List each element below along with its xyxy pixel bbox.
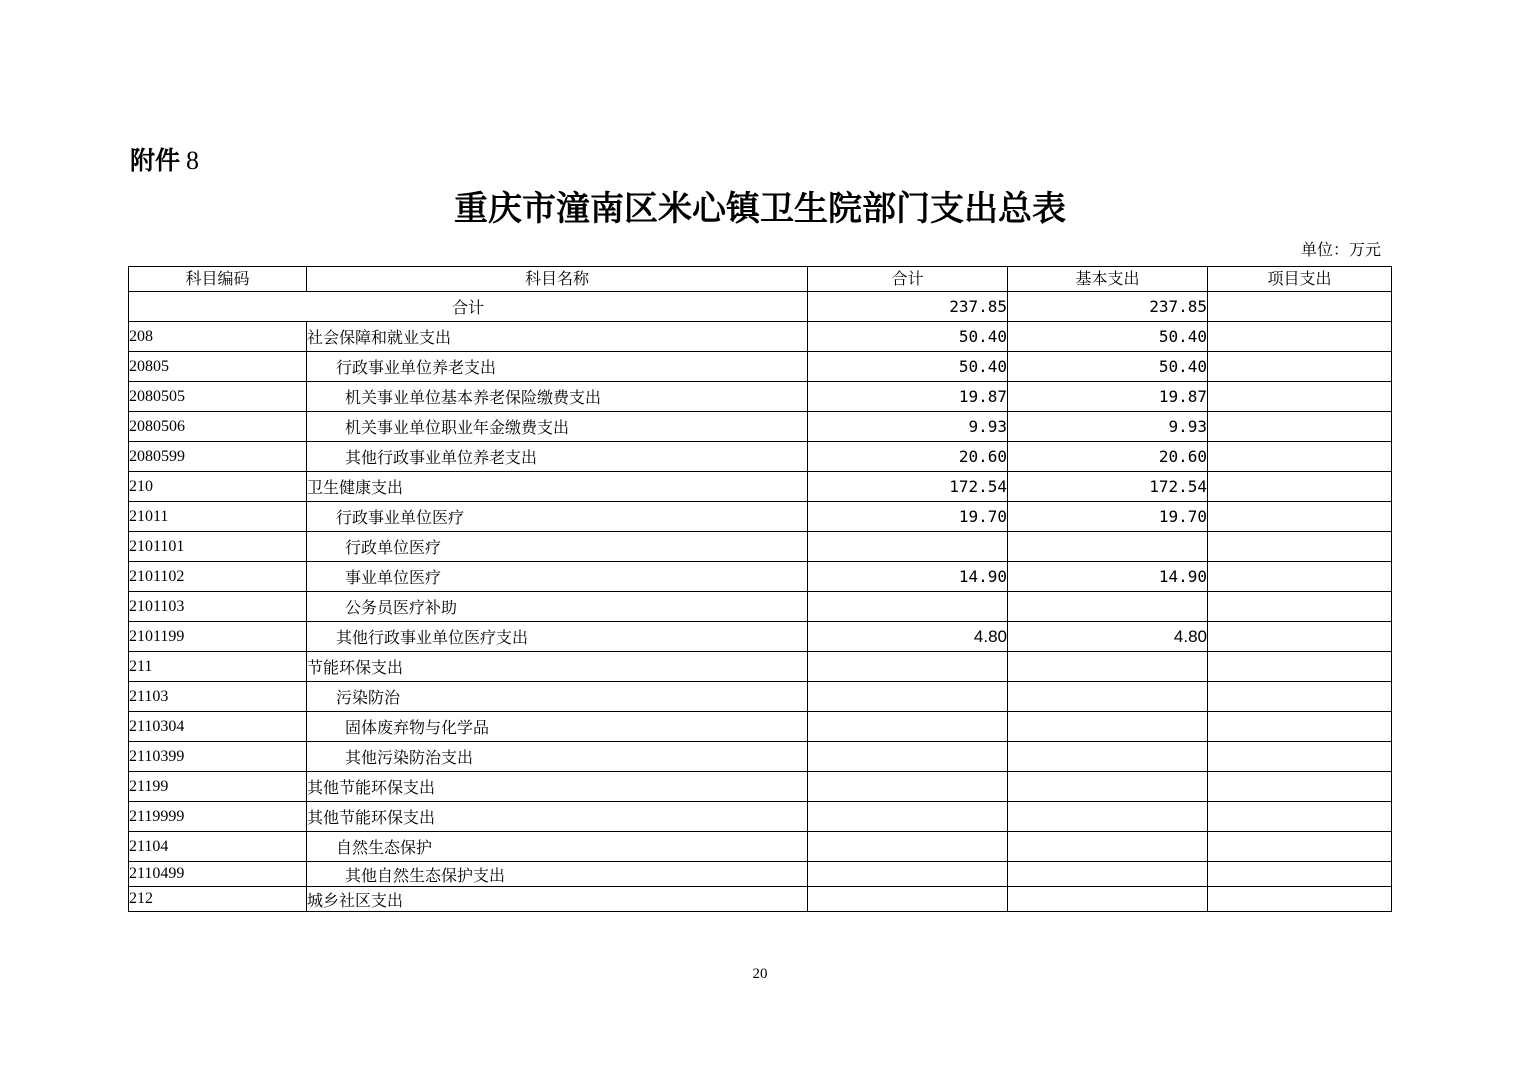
row-total bbox=[808, 682, 1008, 712]
row-code: 2110304 bbox=[129, 712, 307, 742]
row-name: 其他自然生态保护支出 bbox=[307, 862, 808, 887]
row-total: 50.40 bbox=[808, 322, 1008, 352]
row-name: 节能环保支出 bbox=[307, 652, 808, 682]
row-basic bbox=[1008, 772, 1208, 802]
table-row bbox=[129, 562, 1392, 592]
attachment-number: 8 bbox=[186, 146, 200, 175]
row-basic: 50.40 bbox=[1008, 352, 1208, 382]
row-total bbox=[808, 832, 1008, 862]
row-total bbox=[808, 532, 1008, 562]
table-row bbox=[129, 622, 1392, 652]
expenditure-table bbox=[128, 266, 1392, 912]
row-name: 污染防治 bbox=[307, 682, 808, 712]
row-total bbox=[808, 592, 1008, 622]
row-basic bbox=[1008, 652, 1208, 682]
total-row-total: 237.85 bbox=[808, 292, 1008, 322]
row-project bbox=[1208, 472, 1392, 502]
row-project bbox=[1208, 862, 1392, 887]
row-project bbox=[1208, 652, 1392, 682]
row-name: 行政事业单位医疗 bbox=[307, 502, 808, 532]
row-basic bbox=[1008, 712, 1208, 742]
row-basic bbox=[1008, 682, 1208, 712]
row-name: 事业单位医疗 bbox=[307, 562, 808, 592]
row-project bbox=[1208, 442, 1392, 472]
row-basic: 9.93 bbox=[1008, 412, 1208, 442]
row-total: 50.40 bbox=[808, 352, 1008, 382]
header-total: 合计 bbox=[808, 267, 1008, 292]
row-name: 公务员医疗补助 bbox=[307, 592, 808, 622]
row-total bbox=[808, 862, 1008, 887]
total-row-project bbox=[1208, 292, 1392, 322]
row-name: 行政单位医疗 bbox=[307, 532, 808, 562]
table-row bbox=[129, 742, 1392, 772]
row-basic: 172.54 bbox=[1008, 472, 1208, 502]
table-row bbox=[129, 532, 1392, 562]
row-name: 社会保障和就业支出 bbox=[307, 322, 808, 352]
row-total bbox=[808, 887, 1008, 912]
row-code: 210 bbox=[129, 472, 307, 502]
row-project bbox=[1208, 742, 1392, 772]
row-name: 机关事业单位基本养老保险缴费支出 bbox=[307, 382, 808, 412]
row-project bbox=[1208, 772, 1392, 802]
unit-label: 单位：万元 bbox=[1300, 240, 1381, 259]
row-project bbox=[1208, 562, 1392, 592]
row-code: 2119999 bbox=[129, 802, 307, 832]
row-total: 9.93 bbox=[808, 412, 1008, 442]
row-code: 2101102 bbox=[129, 562, 307, 592]
row-name: 行政事业单位养老支出 bbox=[307, 352, 808, 382]
row-code: 21011 bbox=[129, 502, 307, 532]
row-code: 20805 bbox=[129, 352, 307, 382]
header-code: 科目编码 bbox=[129, 267, 307, 292]
row-name: 城乡社区支出 bbox=[307, 887, 808, 912]
row-name: 其他节能环保支出 bbox=[307, 772, 808, 802]
row-code: 2080506 bbox=[129, 412, 307, 442]
row-project bbox=[1208, 382, 1392, 412]
table-row bbox=[129, 502, 1392, 532]
row-code: 2101199 bbox=[129, 622, 307, 652]
attachment-text: 附件 bbox=[130, 146, 181, 175]
header-basic: 基本支出 bbox=[1008, 267, 1208, 292]
row-basic bbox=[1008, 742, 1208, 772]
attachment-label bbox=[130, 145, 199, 177]
row-project bbox=[1208, 352, 1392, 382]
document-title: 重庆市潼南区米心镇卫生院部门支出总表 bbox=[454, 189, 1066, 229]
row-total bbox=[808, 772, 1008, 802]
table-body bbox=[129, 292, 1392, 912]
row-basic bbox=[1008, 532, 1208, 562]
row-project bbox=[1208, 532, 1392, 562]
row-total bbox=[808, 802, 1008, 832]
row-name: 固体废弃物与化学品 bbox=[307, 712, 808, 742]
row-project bbox=[1208, 412, 1392, 442]
row-code: 21199 bbox=[129, 772, 307, 802]
row-total: 20.60 bbox=[808, 442, 1008, 472]
row-name: 其他行政事业单位医疗支出 bbox=[307, 622, 808, 652]
table-row bbox=[129, 382, 1392, 412]
row-code: 2110499 bbox=[129, 862, 307, 887]
row-basic: 20.60 bbox=[1008, 442, 1208, 472]
row-code: 2080505 bbox=[129, 382, 307, 412]
row-name: 其他行政事业单位养老支出 bbox=[307, 442, 808, 472]
table-row bbox=[129, 412, 1392, 442]
row-code: 21103 bbox=[129, 682, 307, 712]
row-total bbox=[808, 652, 1008, 682]
table-header-row bbox=[129, 267, 1392, 292]
row-total: 19.70 bbox=[808, 502, 1008, 532]
table-row bbox=[129, 322, 1392, 352]
page-number: 20 bbox=[752, 966, 768, 982]
row-project bbox=[1208, 802, 1392, 832]
table-row bbox=[129, 772, 1392, 802]
table-row bbox=[129, 652, 1392, 682]
row-total: 14.90 bbox=[808, 562, 1008, 592]
row-basic bbox=[1008, 592, 1208, 622]
row-name: 其他污染防治支出 bbox=[307, 742, 808, 772]
row-project bbox=[1208, 592, 1392, 622]
row-project bbox=[1208, 712, 1392, 742]
row-code: 2101103 bbox=[129, 592, 307, 622]
total-row-basic: 237.85 bbox=[1008, 292, 1208, 322]
row-project bbox=[1208, 832, 1392, 862]
row-basic: 19.70 bbox=[1008, 502, 1208, 532]
row-total bbox=[808, 712, 1008, 742]
table-row bbox=[129, 802, 1392, 832]
total-row-label: 合计 bbox=[129, 292, 808, 322]
row-project bbox=[1208, 887, 1392, 912]
row-name: 自然生态保护 bbox=[307, 832, 808, 862]
table-row bbox=[129, 712, 1392, 742]
header-project: 项目支出 bbox=[1208, 267, 1392, 292]
row-name: 机关事业单位职业年金缴费支出 bbox=[307, 412, 808, 442]
row-name: 其他节能环保支出 bbox=[307, 802, 808, 832]
header-name: 科目名称 bbox=[307, 267, 808, 292]
row-total: 4.80 bbox=[808, 622, 1008, 652]
table-row bbox=[129, 682, 1392, 712]
row-basic bbox=[1008, 802, 1208, 832]
row-basic bbox=[1008, 887, 1208, 912]
table-row bbox=[129, 832, 1392, 862]
table-row bbox=[129, 862, 1392, 887]
row-basic: 14.90 bbox=[1008, 562, 1208, 592]
row-code: 212 bbox=[129, 887, 307, 912]
row-total bbox=[808, 742, 1008, 772]
row-code: 21104 bbox=[129, 832, 307, 862]
row-basic bbox=[1008, 832, 1208, 862]
row-total: 172.54 bbox=[808, 472, 1008, 502]
row-basic: 50.40 bbox=[1008, 322, 1208, 352]
row-total: 19.87 bbox=[808, 382, 1008, 412]
row-code: 2080599 bbox=[129, 442, 307, 472]
row-code: 211 bbox=[129, 652, 307, 682]
row-code: 2110399 bbox=[129, 742, 307, 772]
table-row bbox=[129, 472, 1392, 502]
row-basic: 4.80 bbox=[1008, 622, 1208, 652]
total-row bbox=[129, 292, 1392, 322]
table-row bbox=[129, 592, 1392, 622]
row-basic bbox=[1008, 862, 1208, 887]
row-project bbox=[1208, 622, 1392, 652]
row-basic: 19.87 bbox=[1008, 382, 1208, 412]
row-code: 208 bbox=[129, 322, 307, 352]
row-code: 2101101 bbox=[129, 532, 307, 562]
row-project bbox=[1208, 502, 1392, 532]
table-row bbox=[129, 352, 1392, 382]
row-project bbox=[1208, 322, 1392, 352]
row-name: 卫生健康支出 bbox=[307, 472, 808, 502]
table-row bbox=[129, 887, 1392, 912]
table-row bbox=[129, 442, 1392, 472]
row-project bbox=[1208, 682, 1392, 712]
